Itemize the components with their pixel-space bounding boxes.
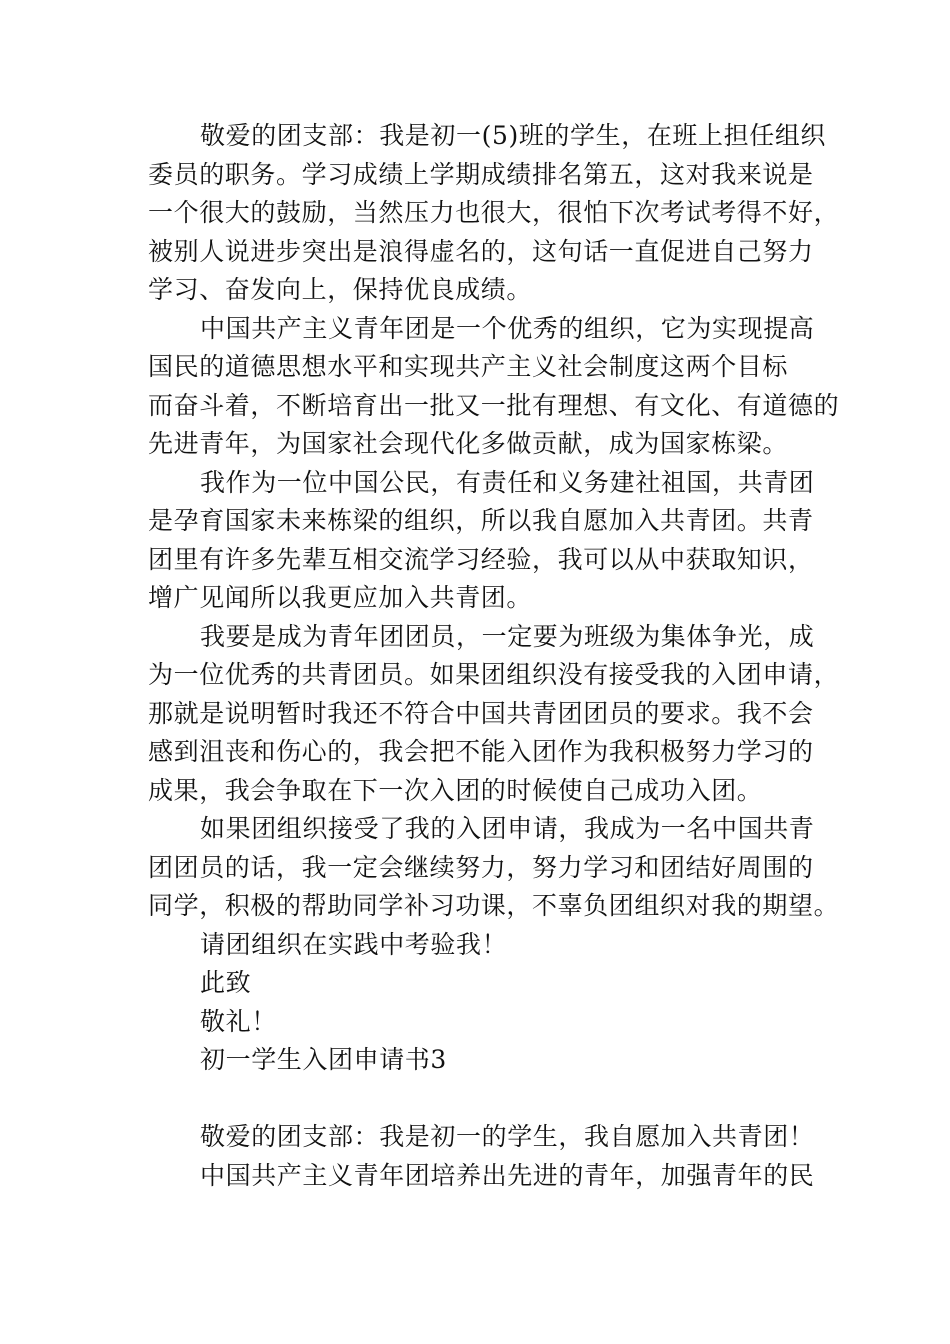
text-line: 一个很大的鼓励，当然压力也很大，很怕下次考试考得不好， [148,198,840,227]
text-line: 委员的职务。学习成绩上学期成绩排名第五，这对我来说是 [148,159,814,189]
paragraph-5 [148,810,840,926]
closing-line: 此致 [200,968,252,997]
text-line: 如果团组织接受了我的入团申请，我成为一名中国共青 [200,814,815,843]
paragraph-3 [148,464,824,618]
text-line: 增广见闻所以我更应加入共青团。 [148,583,533,612]
text-line: 敬爱的团支部：我是初一(5)班的学生，在班上担任组织 [200,121,827,150]
text-line: 那就是说明暂时我还不符合中国共青团团员的要求。我不会 [148,698,814,728]
text-line: 被别人说进步突出是浪得虚名的，这句话一直促进自己努力 [148,236,814,266]
text-line: 成果，我会争取在下一次入团的时候使自己成功入团。 [148,775,763,805]
text-line: 同学，积极的帮助同学补习功课，不辜负团组织对我的期望。 [148,891,840,920]
closing-line: 敬礼！ [200,1006,277,1036]
text-line: 中国共产主义青年团是一个优秀的组织，它为实现提高 [200,313,815,343]
paragraph-1 [148,117,840,310]
text-line: 团团员的话，我一定会继续努力，努力学习和团结好周围的 [148,852,814,882]
text-line: 为一位优秀的共青团员。如果团组织没有接受我的入团申请， [148,660,840,689]
document-body [148,117,840,1195]
text-line: 敬爱的团支部：我是初一的学生，我自愿加入共青团！ [200,1122,815,1151]
next-section [148,1118,824,1195]
text-line: 中国共产主义青年团培养出先进的青年，加强青年的民 [200,1160,815,1190]
text-line: 我要是成为青年团团员，一定要为班级为集体争光，成 [200,621,815,651]
paragraph-4 [148,618,840,811]
text-line: 是孕育国家未来栋梁的组织，所以我自愿加入共青团。共青 [148,506,814,535]
section-title: 初一学生入团申请书3 [200,1045,447,1074]
blank-line [148,1080,824,1119]
text-line: 先进青年，为国家社会现代化多做贡献，成为国家栋梁。 [148,429,789,458]
closing-line: 请团组织在实践中考验我！ [200,929,508,959]
text-line: 团里有许多先辈互相交流学习经验，我可以从中获取知识， [148,544,814,574]
text-line: 学习、奋发向上，保持优良成绩。 [148,275,533,304]
closing-block [148,926,824,1042]
text-line: 我作为一位中国公民，有责任和义务建社祖国，共青团 [200,467,815,497]
paragraph-2 [148,310,840,464]
text-line: 感到沮丧和伤心的，我会把不能入团作为我积极努力学习的 [148,737,814,766]
text-line: 而奋斗着，不断培育出一批又一批有理想、有文化、有道德的 [148,390,840,420]
text-line: 国民的道德思想水平和实现共产主义社会制度这两个目标 [148,352,789,381]
